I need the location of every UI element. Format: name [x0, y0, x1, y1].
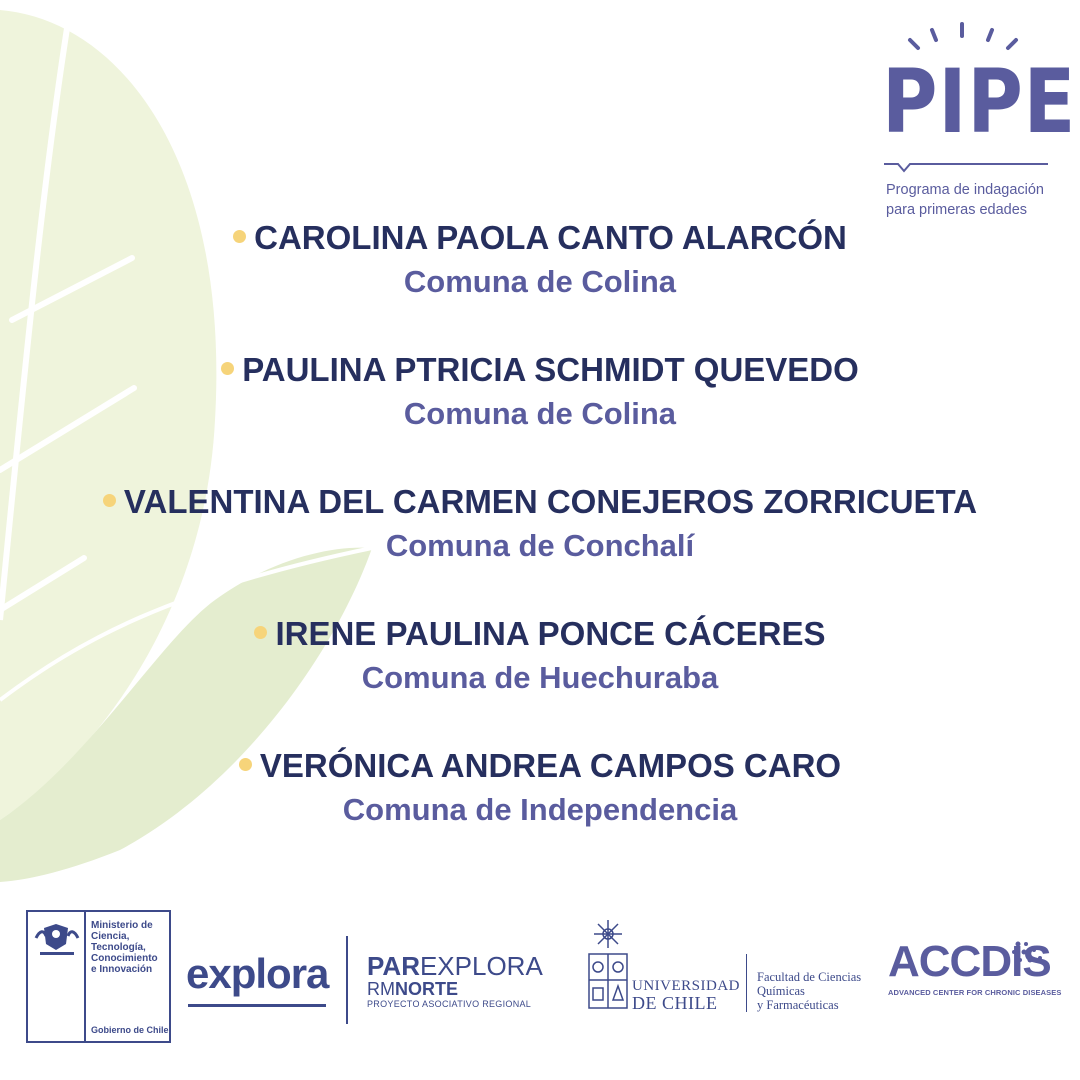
- accdis-wordmark: ACCDIS: [888, 937, 1051, 986]
- explora-logo: explora: [186, 950, 329, 997]
- divider: [746, 954, 747, 1012]
- par-bold-text: PAR: [367, 951, 420, 981]
- universidad-crest-icon: [586, 918, 630, 1013]
- list-item: [0, 478, 1080, 610]
- list-item: [0, 742, 1080, 874]
- divider: [84, 912, 86, 1041]
- pipe-logo: [880, 20, 1077, 220]
- participant-name-row: [0, 742, 1080, 790]
- gobierno-label: Gobierno de Chile: [91, 1025, 169, 1035]
- bullet-icon: [239, 758, 252, 771]
- pipe-subtitle-line: Programa de indagación: [886, 182, 1044, 198]
- universidad-line: UNIVERSIDAD: [632, 978, 740, 994]
- parexplora-logo: [367, 952, 543, 1010]
- participant-name: IRENE PAULINA PONCE CÁCERES: [275, 615, 826, 652]
- list-item: [0, 214, 1080, 346]
- ministerio-line: Tecnología,: [91, 942, 146, 953]
- bullet-icon: [103, 494, 116, 507]
- facultad-line: y Farmacéuticas: [757, 998, 839, 1012]
- pipe-subtitle-line: para primeras edades: [886, 202, 1028, 218]
- participant-name-row: [0, 478, 1080, 526]
- facultad-line: Facultad de Ciencias: [757, 970, 862, 984]
- footer-logos: [0, 900, 1080, 1060]
- divider: [346, 936, 348, 1024]
- ministerio-line: e Innovación: [91, 964, 153, 975]
- bullet-icon: [233, 230, 246, 243]
- participant-comuna: Comuna de Colina: [403, 264, 677, 299]
- speech-bubble-icon: [880, 160, 1060, 174]
- list-item: [0, 610, 1080, 742]
- participant-name: VALENTINA DEL CARMEN CONEJEROS ZORRICUETA: [123, 483, 978, 520]
- universidad-line: DE CHILE: [632, 993, 718, 1013]
- accdis-logo: [888, 937, 1062, 997]
- participant-name-row: [0, 610, 1080, 658]
- participant-name: PAULINA PTRICIA SCHMIDT QUEVEDO: [242, 351, 859, 388]
- list-item: [0, 346, 1080, 478]
- facultad-name: [757, 970, 861, 1012]
- universidad-name: [632, 978, 740, 1012]
- ministerio-line: Ministerio de: [91, 920, 153, 931]
- rm-light-text: RM: [367, 979, 395, 999]
- par-light-text: EXPLORA: [419, 951, 543, 981]
- participant-name: VERÓNICA ANDREA CAMPOS CARO: [259, 747, 842, 784]
- ministerio-name: [91, 920, 171, 975]
- ministerio-logo: [26, 910, 171, 1043]
- proyecto-text: PROYECTO ASOCIATIVO REGIONAL: [367, 999, 532, 1009]
- ministerio-line: Conocimiento: [91, 953, 158, 964]
- participant-comuna: Comuna de Colina: [403, 396, 677, 431]
- bullet-icon: [221, 362, 234, 375]
- participant-comuna: Comuna de Huechuraba: [361, 660, 719, 695]
- participant-list: [0, 214, 1080, 874]
- bullet-icon: [254, 626, 267, 639]
- rm-bold-text: NORTE: [395, 979, 458, 999]
- pipe-wordmark: PIPE: [882, 50, 1077, 153]
- participant-comuna: Comuna de Independencia: [342, 792, 738, 827]
- ministerio-line: Ciencia,: [91, 931, 130, 942]
- accdis-subtitle: ADVANCED CENTER FOR CHRONIC DISEASES: [888, 988, 1062, 997]
- participant-comuna: Comuna de Conchalí: [385, 528, 695, 563]
- chile-crest-icon: [34, 918, 80, 958]
- participant-name: CAROLINA PAOLA CANTO ALARCÓN: [254, 219, 847, 256]
- participant-name-row: [0, 214, 1080, 262]
- participant-name-row: [0, 346, 1080, 394]
- facultad-line: Químicas: [757, 984, 805, 998]
- divider: [188, 1004, 326, 1007]
